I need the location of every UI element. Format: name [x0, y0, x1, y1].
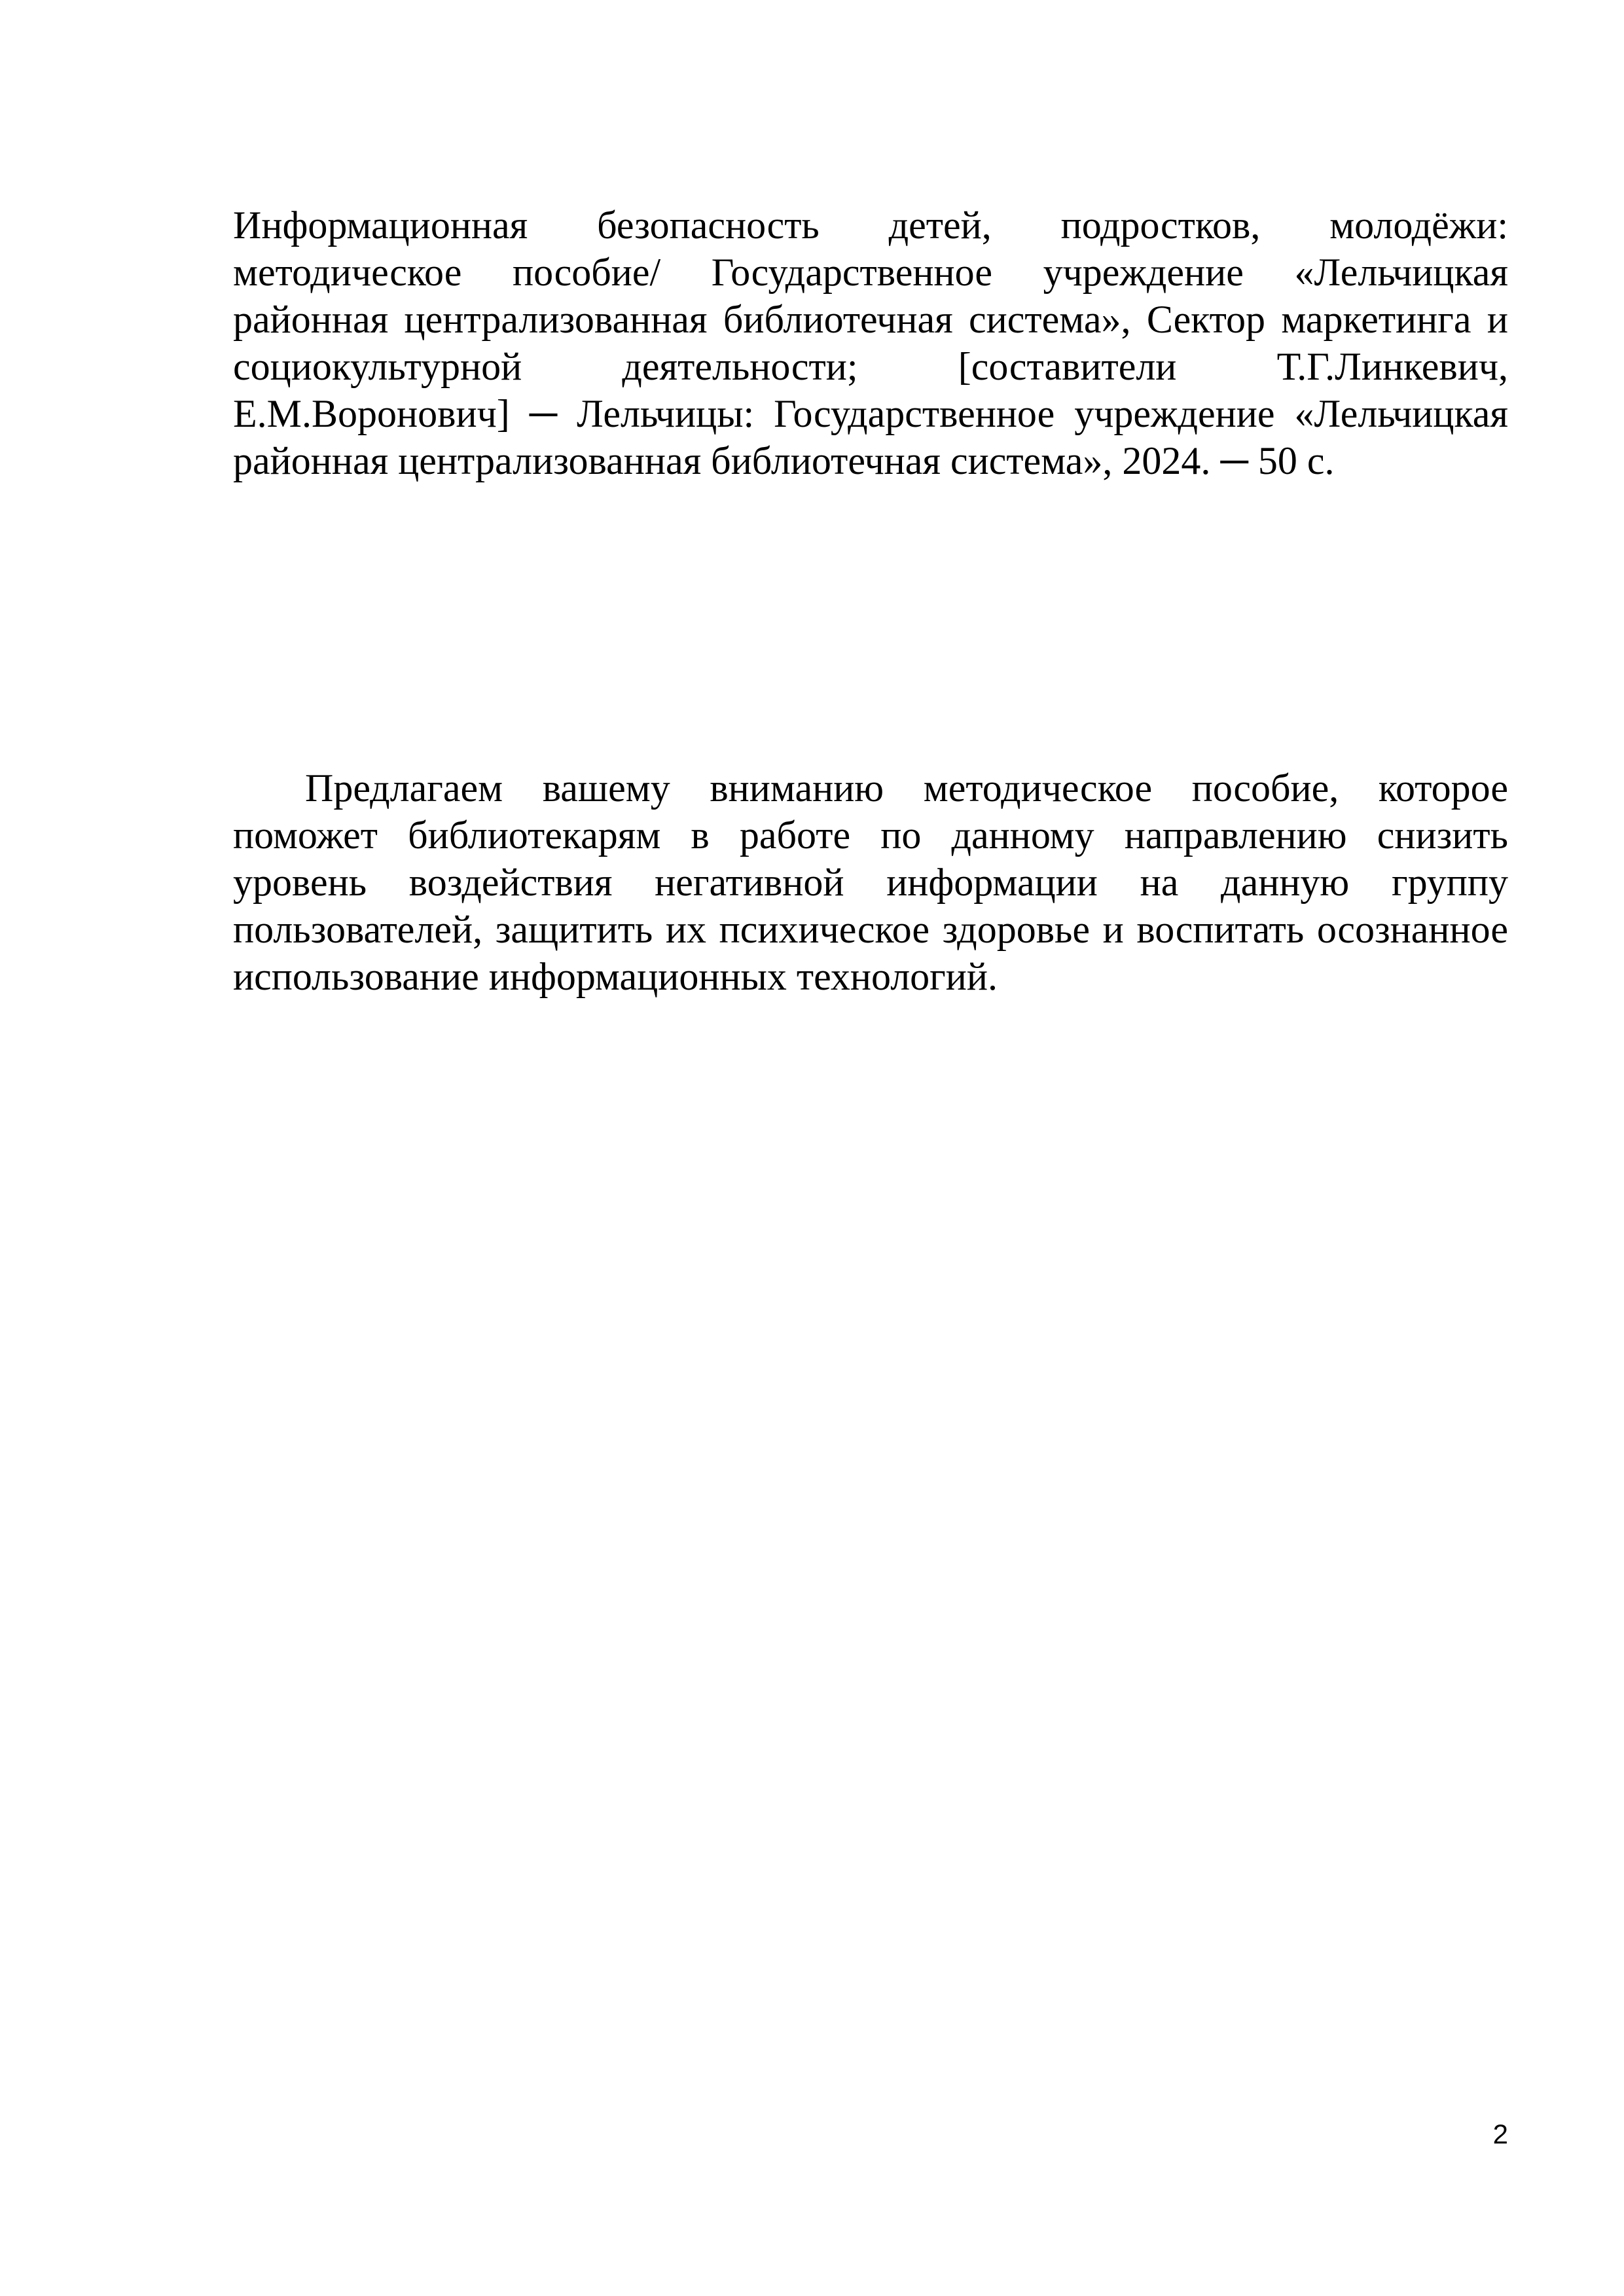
- annotation-paragraph: Предлагаем вашему вниманию методическое пособие, которое поможет библиотекарям в работе по данному направлению снизить уровень воздействия негативной информации на данную группу пользователей, защитить их психическое здоровье и воспитать осознанное использование информационных технологий.: [233, 766, 1508, 998]
- page-number: 2: [1492, 2119, 1508, 2149]
- bibliographic-record: Информационная безопасность детей, подростков, молодёжи: методическое пособие/ Государственное учреждение «Лельчицкая районная централизованная библиотечная система», Сектор маркетинга и социокультурной деятельности; [составители Т.Г.Линкевич, Е.М.Воронович] ─ Лельчицы: Государственное учреждение «Лельчицкая районная централизованная библиотечная система», 2024. ─ 50 с.: [233, 204, 1508, 482]
